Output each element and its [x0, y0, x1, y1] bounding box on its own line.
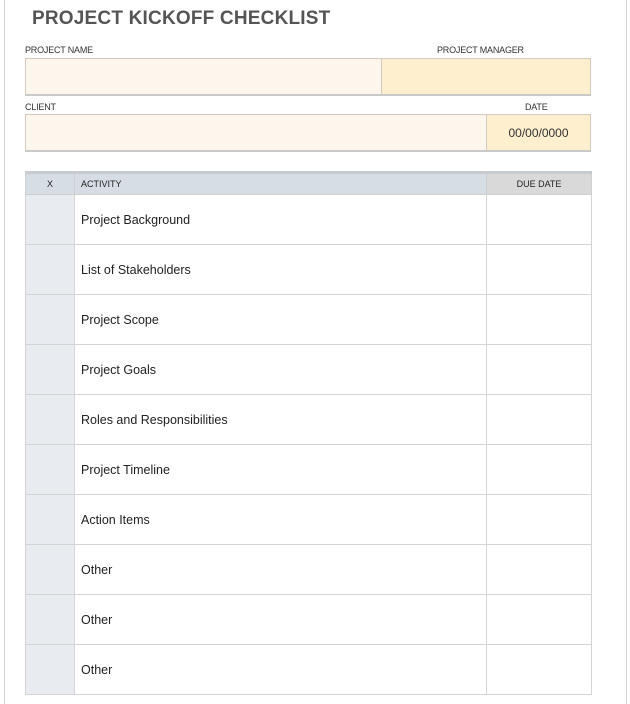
due-date-cell[interactable] [487, 295, 592, 345]
activity-cell[interactable]: Action Items [75, 495, 487, 545]
due-date-cell[interactable] [487, 545, 592, 595]
activity-cell[interactable]: Project Background [75, 195, 487, 245]
project-manager-field[interactable] [381, 58, 591, 96]
project-manager-label: PROJECT MANAGER [437, 45, 524, 55]
header-activity: ACTIVITY [75, 173, 487, 195]
activity-cell[interactable]: Other [75, 545, 487, 595]
checkbox-cell[interactable] [26, 595, 75, 645]
activity-cell[interactable]: List of Stakeholders [75, 245, 487, 295]
checkbox-cell[interactable] [26, 295, 75, 345]
checkbox-cell[interactable] [26, 545, 75, 595]
table-header-row [26, 173, 592, 195]
table-row [26, 495, 592, 545]
activity-cell[interactable]: Project Timeline [75, 445, 487, 495]
date-label: DATE [525, 102, 548, 112]
checkbox-cell[interactable] [26, 645, 75, 695]
header-x: X [26, 173, 75, 195]
table-row [26, 345, 592, 395]
activity-cell[interactable]: Roles and Responsibilities [75, 395, 487, 445]
project-name-field[interactable] [25, 58, 382, 96]
date-field[interactable]: 00/00/0000 [486, 114, 591, 152]
checkbox-cell[interactable] [26, 245, 75, 295]
project-name-label: PROJECT NAME [25, 45, 93, 55]
activity-cell[interactable]: Project Scope [75, 295, 487, 345]
activity-cell[interactable]: Project Goals [75, 345, 487, 395]
client-label: CLIENT [25, 102, 56, 112]
due-date-cell[interactable] [487, 645, 592, 695]
checkbox-cell[interactable] [26, 195, 75, 245]
due-date-cell[interactable] [487, 345, 592, 395]
due-date-cell[interactable] [487, 445, 592, 495]
checkbox-cell[interactable] [26, 495, 75, 545]
due-date-cell[interactable] [487, 595, 592, 645]
page-title: PROJECT KICKOFF CHECKLIST [32, 8, 331, 29]
table-row [26, 245, 592, 295]
checklist-table [25, 171, 592, 695]
checkbox-cell[interactable] [26, 395, 75, 445]
table-row [26, 395, 592, 445]
activity-cell[interactable]: Other [75, 595, 487, 645]
due-date-cell[interactable] [487, 245, 592, 295]
checkbox-cell[interactable] [26, 445, 75, 495]
table-row [26, 645, 592, 695]
table-row [26, 595, 592, 645]
client-field[interactable] [25, 114, 487, 152]
table-row [26, 195, 592, 245]
activity-cell[interactable]: Other [75, 645, 487, 695]
table-row [26, 545, 592, 595]
table-row [26, 295, 592, 345]
due-date-cell[interactable] [487, 395, 592, 445]
due-date-cell[interactable] [487, 195, 592, 245]
header-due-date: DUE DATE [487, 173, 592, 195]
table-row [26, 445, 592, 495]
due-date-cell[interactable] [487, 495, 592, 545]
checkbox-cell[interactable] [26, 345, 75, 395]
